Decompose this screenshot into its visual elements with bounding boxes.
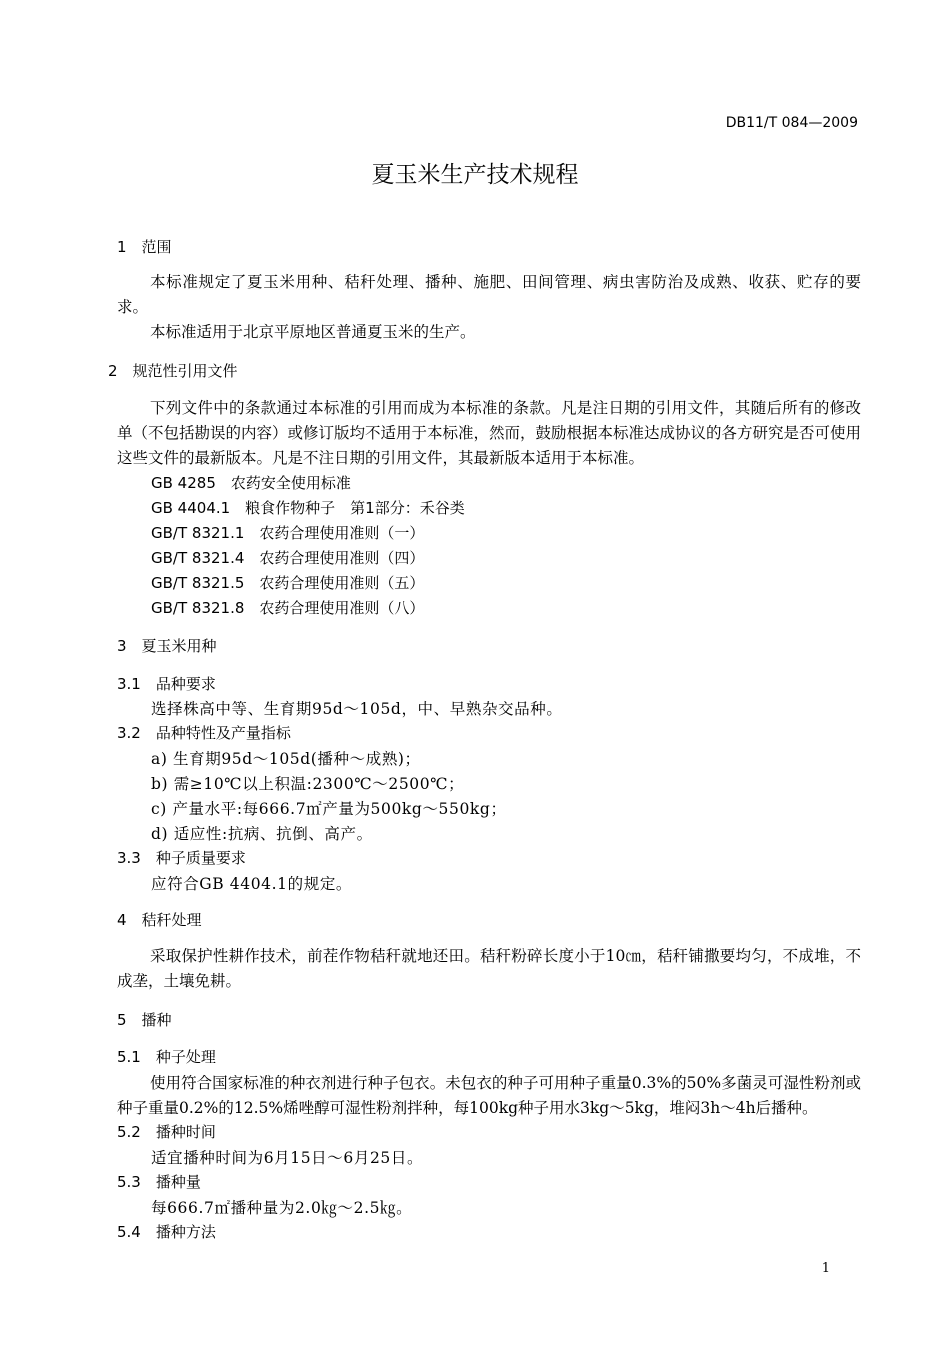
section-5-2-text: 适宜播种时间为6月15日～6月25日。 [151,1149,424,1167]
section-5-1-heading: 5.1 种子处理 [117,1048,216,1066]
normative-reference: GB/T 8321.4 农药合理使用准则（四） [151,549,425,567]
normative-reference: GB/T 8321.8 农药合理使用准则（八） [151,599,425,617]
list-item: c) 产量水平:每666.7㎡产量为500kg～550kg； [151,800,507,818]
section-5-3-text: 每666.7㎡播种量为2.0㎏～2.5㎏。 [151,1199,413,1217]
section-3-2-heading: 3.2 品种特性及产量指标 [117,724,291,742]
section-4-paragraph-1: 采取保护性耕作技术，前茬作物秸秆就地还田。秸秆粉碎长度小于10㎝，秸秆铺撒要均匀，不成堆，不成垄，土壤免耕。 [117,947,861,990]
section-5-heading: 5 播种 [117,1011,172,1029]
section-4-heading: 4 秸秆处理 [117,911,202,929]
list-item: a) 生育期95d～105d(播种～成熟)； [151,750,421,768]
page-title: 夏玉米生产技术规程 [371,162,579,188]
normative-reference: GB/T 8321.5 农药合理使用准则（五） [151,574,425,592]
list-item: b) 需≥10℃以上积温:2300℃～2500℃； [151,775,465,793]
section-2-heading: 2 规范性引用文件 [108,362,238,380]
section-3-3-text: 应符合GB 4404.1的规定。 [151,875,353,893]
normative-reference: GB 4404.1 粮食作物种子 第1部分：禾谷类 [151,499,465,517]
section-1-paragraph-1: 本标准规定了夏玉米用种、秸秆处理、播种、施肥、田间管理、病虫害防治及成熟、收获、贮存的要求。 [117,273,861,316]
section-3-heading: 3 夏玉米用种 [117,637,217,655]
section-1-paragraph-2: 本标准适用于北京平原地区普通夏玉米的生产。 [150,323,476,341]
section-1-heading: 1 范围 [117,238,172,256]
document-number: DB11/T 084—2009 [725,115,858,131]
normative-reference: GB 4285 农药安全使用标准 [151,474,351,492]
section-5-1-text: 使用符合国家标准的种衣剂进行种子包衣。未包衣的种子可用种子重量0.3%的50%多菌灵可湿性粉剂或种子重量0.2%的12.5%烯唑醇可湿性粉剂拌种，每100kg种子用水3kg～5kg，堆闷3h～4h后播种。 [117,1074,861,1117]
section-3-1-text: 选择株高中等、生育期95d～105d，中、早熟杂交品种。 [151,700,563,718]
section-5-2-heading: 5.2 播种时间 [117,1123,216,1141]
section-2-paragraph-1: 下列文件中的条款通过本标准的引用而成为本标准的条款。凡是注日期的引用文件，其随后所有的修改单（不包括勘误的内容）或修订版均不适用于本标准，然而，鼓励根据本标准达成协议的各方研究是否可使用这些文件的最新版本。凡是不注日期的引用文件，其最新版本适用于本标准。 [117,399,862,467]
normative-reference: GB/T 8321.1 农药合理使用准则（一） [151,524,425,542]
page-number: 1 [821,1261,830,1276]
section-5-4-heading: 5.4 播种方法 [117,1223,216,1241]
section-3-3-heading: 3.3 种子质量要求 [117,849,246,867]
section-3-1-heading: 3.1 品种要求 [117,675,216,693]
section-5-3-heading: 5.3 播种量 [117,1173,201,1191]
list-item: d) 适应性:抗病、抗倒、高产。 [151,825,373,843]
